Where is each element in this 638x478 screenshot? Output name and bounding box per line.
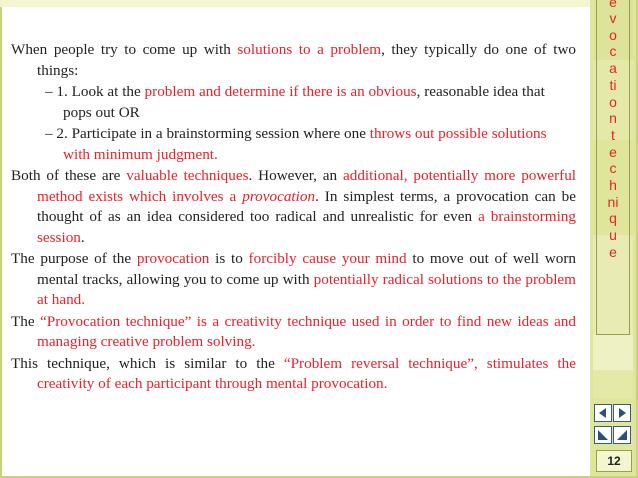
highlight: provocation xyxy=(136,250,210,267)
top-strip xyxy=(0,0,590,7)
text: . In simplest terms, a provocation can be thought of as an idea considered too radical and unrealistic for even xyxy=(37,187,576,225)
title-char: t xyxy=(611,126,615,143)
paragraph-similarity xyxy=(11,354,576,395)
bullet-option-2 xyxy=(11,124,576,165)
sidebar-band xyxy=(593,335,633,370)
text: Both of these are xyxy=(11,167,127,184)
text: – 1. Look at the xyxy=(45,83,145,100)
paragraph-provocation xyxy=(11,166,576,248)
text: . xyxy=(80,228,85,246)
highlight: , xyxy=(403,167,414,184)
slide-body xyxy=(11,40,576,396)
nav-first-icon xyxy=(595,427,611,443)
title-char: ni xyxy=(607,193,619,210)
title-char: v xyxy=(609,10,617,26)
sidebar-band xyxy=(593,370,633,398)
highlight: problem and determine if there is an obvious xyxy=(144,83,417,100)
navigation-controls xyxy=(594,400,632,450)
text: – 2. Participate in a brainstorming session where one xyxy=(45,125,370,142)
text: The purpose of the xyxy=(11,250,137,267)
title-char: c xyxy=(609,160,617,177)
paragraph-purpose xyxy=(11,249,576,311)
highlight: solutions to a problem xyxy=(237,41,382,58)
title-char: o xyxy=(609,93,617,110)
highlight: potentially more powerful method exists which involves a xyxy=(37,167,577,205)
title-char: n xyxy=(609,110,617,127)
text: This technique, which is similar to the xyxy=(11,354,284,372)
nav-next-icon xyxy=(614,405,630,421)
text: , reasonable idea that pops out OR xyxy=(63,83,545,121)
nav-last-button[interactable] xyxy=(613,426,631,444)
paragraph-definition xyxy=(11,312,576,353)
highlight: potentially radical solutions to the problem at hand. xyxy=(37,270,576,308)
text: to move out of well worn mental tracks, allowing you to come up with xyxy=(37,250,576,288)
nav-first-button[interactable] xyxy=(594,426,612,444)
highlight: “Provocation technique” is a creativity technique used in order to find new ideas and managing creative problem solving. xyxy=(37,312,576,350)
title-char: u xyxy=(609,227,617,244)
title-char: ti xyxy=(609,76,617,93)
page-number: 12 xyxy=(596,450,632,472)
nav-next-button[interactable] xyxy=(613,404,631,422)
highlight: throws out possible solutions with minimum judgment. xyxy=(63,125,547,163)
title-char: h xyxy=(609,177,617,194)
paragraph-intro xyxy=(11,40,576,81)
highlight: valuable techniques xyxy=(126,167,249,184)
nav-prev-button[interactable] xyxy=(594,404,612,422)
title-char: a xyxy=(609,60,617,77)
text: . However, an xyxy=(248,167,343,184)
text: The xyxy=(11,312,41,330)
text: When people try to come up with xyxy=(11,41,238,58)
highlight: forcibly cause your mind xyxy=(248,250,407,267)
title-char: q xyxy=(609,210,617,227)
text: is to xyxy=(209,250,249,267)
bullet-option-1 xyxy=(11,82,576,123)
title-char: c xyxy=(609,43,617,60)
highlight: “Problem reversal technique”, stimulates the creativity of each participant through mental provocation. xyxy=(37,354,576,392)
title-char-cut: e xyxy=(609,0,617,10)
vertical-title xyxy=(596,0,630,335)
title-char: e xyxy=(609,243,617,260)
title-char: e xyxy=(609,143,617,160)
highlight-italic: provocation xyxy=(242,187,316,205)
nav-last-icon xyxy=(614,427,630,443)
highlight: a brainstorming session xyxy=(37,208,576,246)
nav-prev-icon xyxy=(595,405,611,421)
highlight: additional xyxy=(342,167,404,184)
text: , they typically do one of two things: xyxy=(37,41,577,79)
title-char: o xyxy=(609,26,617,43)
